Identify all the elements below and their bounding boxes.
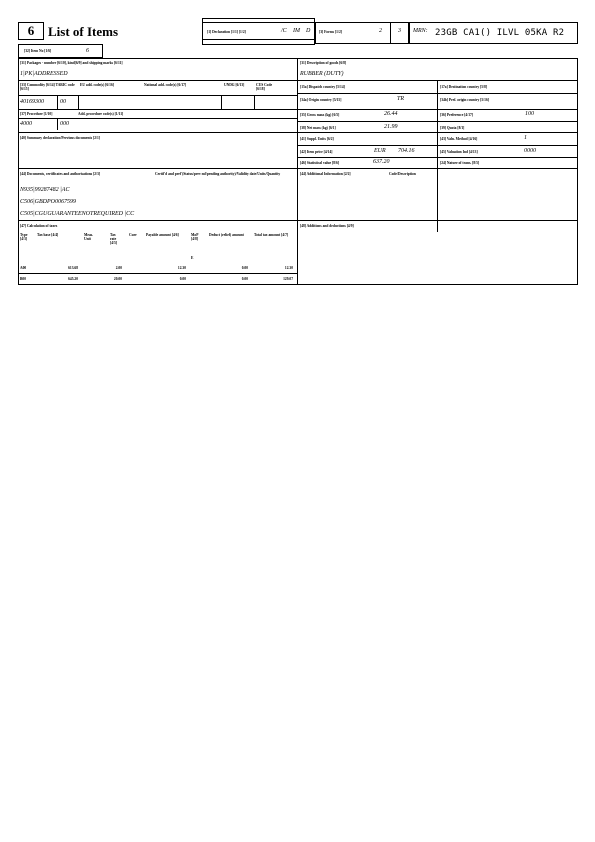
tax-row-1-deduct: 0.00 (241, 266, 248, 270)
tax-row-1-type: A00 (20, 266, 27, 270)
row-line-4b (297, 157, 578, 158)
origin-label: [34a] Origin country [5/15] (300, 98, 342, 102)
forms-label: [3] Forms [1/2] (319, 30, 342, 34)
tax-row-2-base: 645.20 (68, 277, 78, 281)
tax-header-mop: MoP [4/8] (191, 233, 199, 241)
tax-header-rate: Tax rate [4/5] (110, 233, 117, 245)
right-divider-1 (437, 80, 438, 109)
commodity-divider-2 (78, 95, 79, 109)
declaration-label: [1] Declaration [1/1] [1/2] (207, 30, 246, 34)
valuation-ind-label: [45] Valuation Ind [4/13] (440, 150, 478, 154)
declaration-value-1: /C (281, 28, 287, 34)
declaration-value-3: D (306, 28, 311, 34)
declaration-value-2: IM (293, 28, 300, 34)
national-add-label: National add. code(s) [6/17] (144, 83, 187, 87)
tax-header-total: Total tax amount [4/7] (254, 233, 289, 237)
description-label: [31] Description of goods [6/8] (300, 61, 347, 65)
commodity-divider-3 (221, 95, 222, 109)
net-mass-value: 21.99 (384, 124, 398, 130)
page-title: List of Items (48, 24, 119, 39)
row-line-3-right (297, 121, 578, 122)
commodity-label: [33] Commodity [6/14] TARIC code [6/15] (20, 83, 75, 91)
summary-label: [40] Summary declaration/Previous documents [2/1] (20, 136, 100, 140)
tax-row-2-total: 129.07 (283, 277, 293, 281)
row-line-1 (18, 80, 578, 81)
item-price-value: 704.16 (398, 148, 415, 154)
item-price-label: [42] Item price [4/14] (300, 150, 333, 154)
row-line-3 (18, 132, 578, 133)
net-mass-label: [38] Net mass (kg) [6/1] (300, 126, 336, 130)
forms-value-1: 2 (379, 28, 382, 34)
gross-mass-label: [35] Gross mass (kg) [6/5] (300, 113, 340, 117)
add-procedure-value: 000 (60, 121, 69, 127)
pref-origin-label: [34b] Pref. origin country [5/16] (440, 98, 489, 102)
packages-value: 1|PK|ADDRESSED (20, 71, 68, 77)
row-line-4a (297, 145, 578, 146)
documents-label: [44] Documents, certificates and authorisations [2/3] (20, 172, 101, 176)
sheet-number: 6 (27, 23, 35, 38)
document-value-3: C505|CGUGUARANTEENOTREQUIRED |CC (20, 211, 135, 217)
tax-header-unit: Meas. Unit (84, 233, 94, 241)
commodity-divider-4 (254, 95, 255, 109)
tax-row-divider (18, 273, 297, 274)
tax-row-2-rate: 20.00 (113, 277, 122, 281)
procedure-value: 4000 (20, 121, 32, 127)
quota-label: [39] Quota [8/1] (440, 126, 465, 130)
commodity-value: 40169300 (20, 99, 44, 105)
procedure-input-top (18, 118, 297, 119)
document-value-1: N935|99287482 |AC (20, 187, 70, 193)
procedure-divider (57, 118, 58, 130)
calc-label: [47] Calculation of taxes (20, 224, 58, 228)
valuation-ind-value: 0000 (524, 148, 536, 154)
commodity-input-top (18, 95, 297, 96)
gross-mass-value: 26.44 (384, 111, 398, 117)
row-line-5 (18, 220, 578, 221)
nature-label: [24] Nature of trans. [8/5] (440, 161, 480, 165)
cus-code-label: CUS Code [6/18] (256, 83, 273, 91)
eu-add-label: EU add. code(s) [6/16] (80, 83, 114, 87)
right-divider-2 (437, 109, 438, 232)
tax-marker: E (191, 256, 194, 260)
tax-row-2-deduct: 0.00 (241, 277, 248, 281)
tax-row-1-payable: 12.30 (177, 266, 186, 270)
procedure-label: [37] Procedure [1/10] (20, 112, 53, 116)
item-no-value: 6 (86, 48, 89, 54)
tax-row-1-total: 12.30 (284, 266, 293, 270)
preference-value: 100 (525, 111, 534, 117)
origin-value: TR (397, 96, 405, 102)
tax-header-payable: Payable amount [4/6] (146, 233, 179, 237)
packages-label: [31] Packages - number [6/10], kind[6/9] and shipping marks [6/11] (20, 61, 123, 65)
tax-header-base: Tax base [4/4] (37, 233, 59, 237)
row-line-2-right (297, 93, 578, 94)
tax-row-1-rate: 2.00 (115, 266, 122, 270)
tax-header-curr: Curr (129, 233, 137, 237)
row-line-2 (18, 109, 578, 110)
code-description-label: Code/Description (389, 172, 416, 176)
additional-info-label: [44] Additional Information [2/2] (300, 172, 351, 176)
tax-header-deduct: Deduct (relief) amount (209, 233, 244, 237)
commodity-divider-1 (57, 95, 58, 109)
destination-label: [17a] Destination country [5/8] (440, 85, 488, 89)
description-value: RUBBER (DUTY) (300, 71, 344, 77)
mrn-value: 23GB CA1() ILVL 05KA R2 (435, 28, 565, 38)
forms-divider (390, 22, 391, 44)
statistical-value: 637.20 (373, 159, 390, 165)
valn-method-value: 1 (524, 135, 527, 141)
row-line-4 (18, 168, 578, 169)
tax-row-2-payable: 0.00 (179, 277, 186, 281)
certificates-label: Certif'd and pref'(Status/prev mf/pending authority)/Validity date/Units/Quantity (155, 172, 281, 176)
document-value-2: C506|GBDPO0067599 (20, 199, 76, 205)
tax-row-1-base: 613.68 (68, 266, 78, 270)
add-procedure-label: Add. procedure code(s) [1/11] (78, 112, 124, 116)
tax-row-2-type: B00 (20, 277, 26, 281)
statistical-label: [46] Statistical value [8/6] (300, 161, 340, 165)
item-price-currency: EUR (374, 148, 386, 154)
valn-method-label: [43] Valn. Method [4/16] (440, 137, 478, 141)
item-no-label: [32] Item No [1/6] (24, 49, 52, 53)
dispatch-label: [15a] Dispatch country [5/14] (300, 85, 345, 89)
taric-value: 00 (60, 99, 66, 105)
additions-label: [48] Additions and deductions [4/9] (300, 224, 354, 228)
preference-label: [36] Preference [4/17] (440, 113, 473, 117)
forms-value-2: 3 (398, 28, 401, 34)
mrn-label: MRN: (413, 28, 428, 34)
undg-label: UNDG [6/13] (224, 83, 245, 87)
supp-units-label: [41] Suppl. Units [6/2] (300, 137, 334, 141)
tax-header-type: Type [4/3] (20, 233, 28, 241)
